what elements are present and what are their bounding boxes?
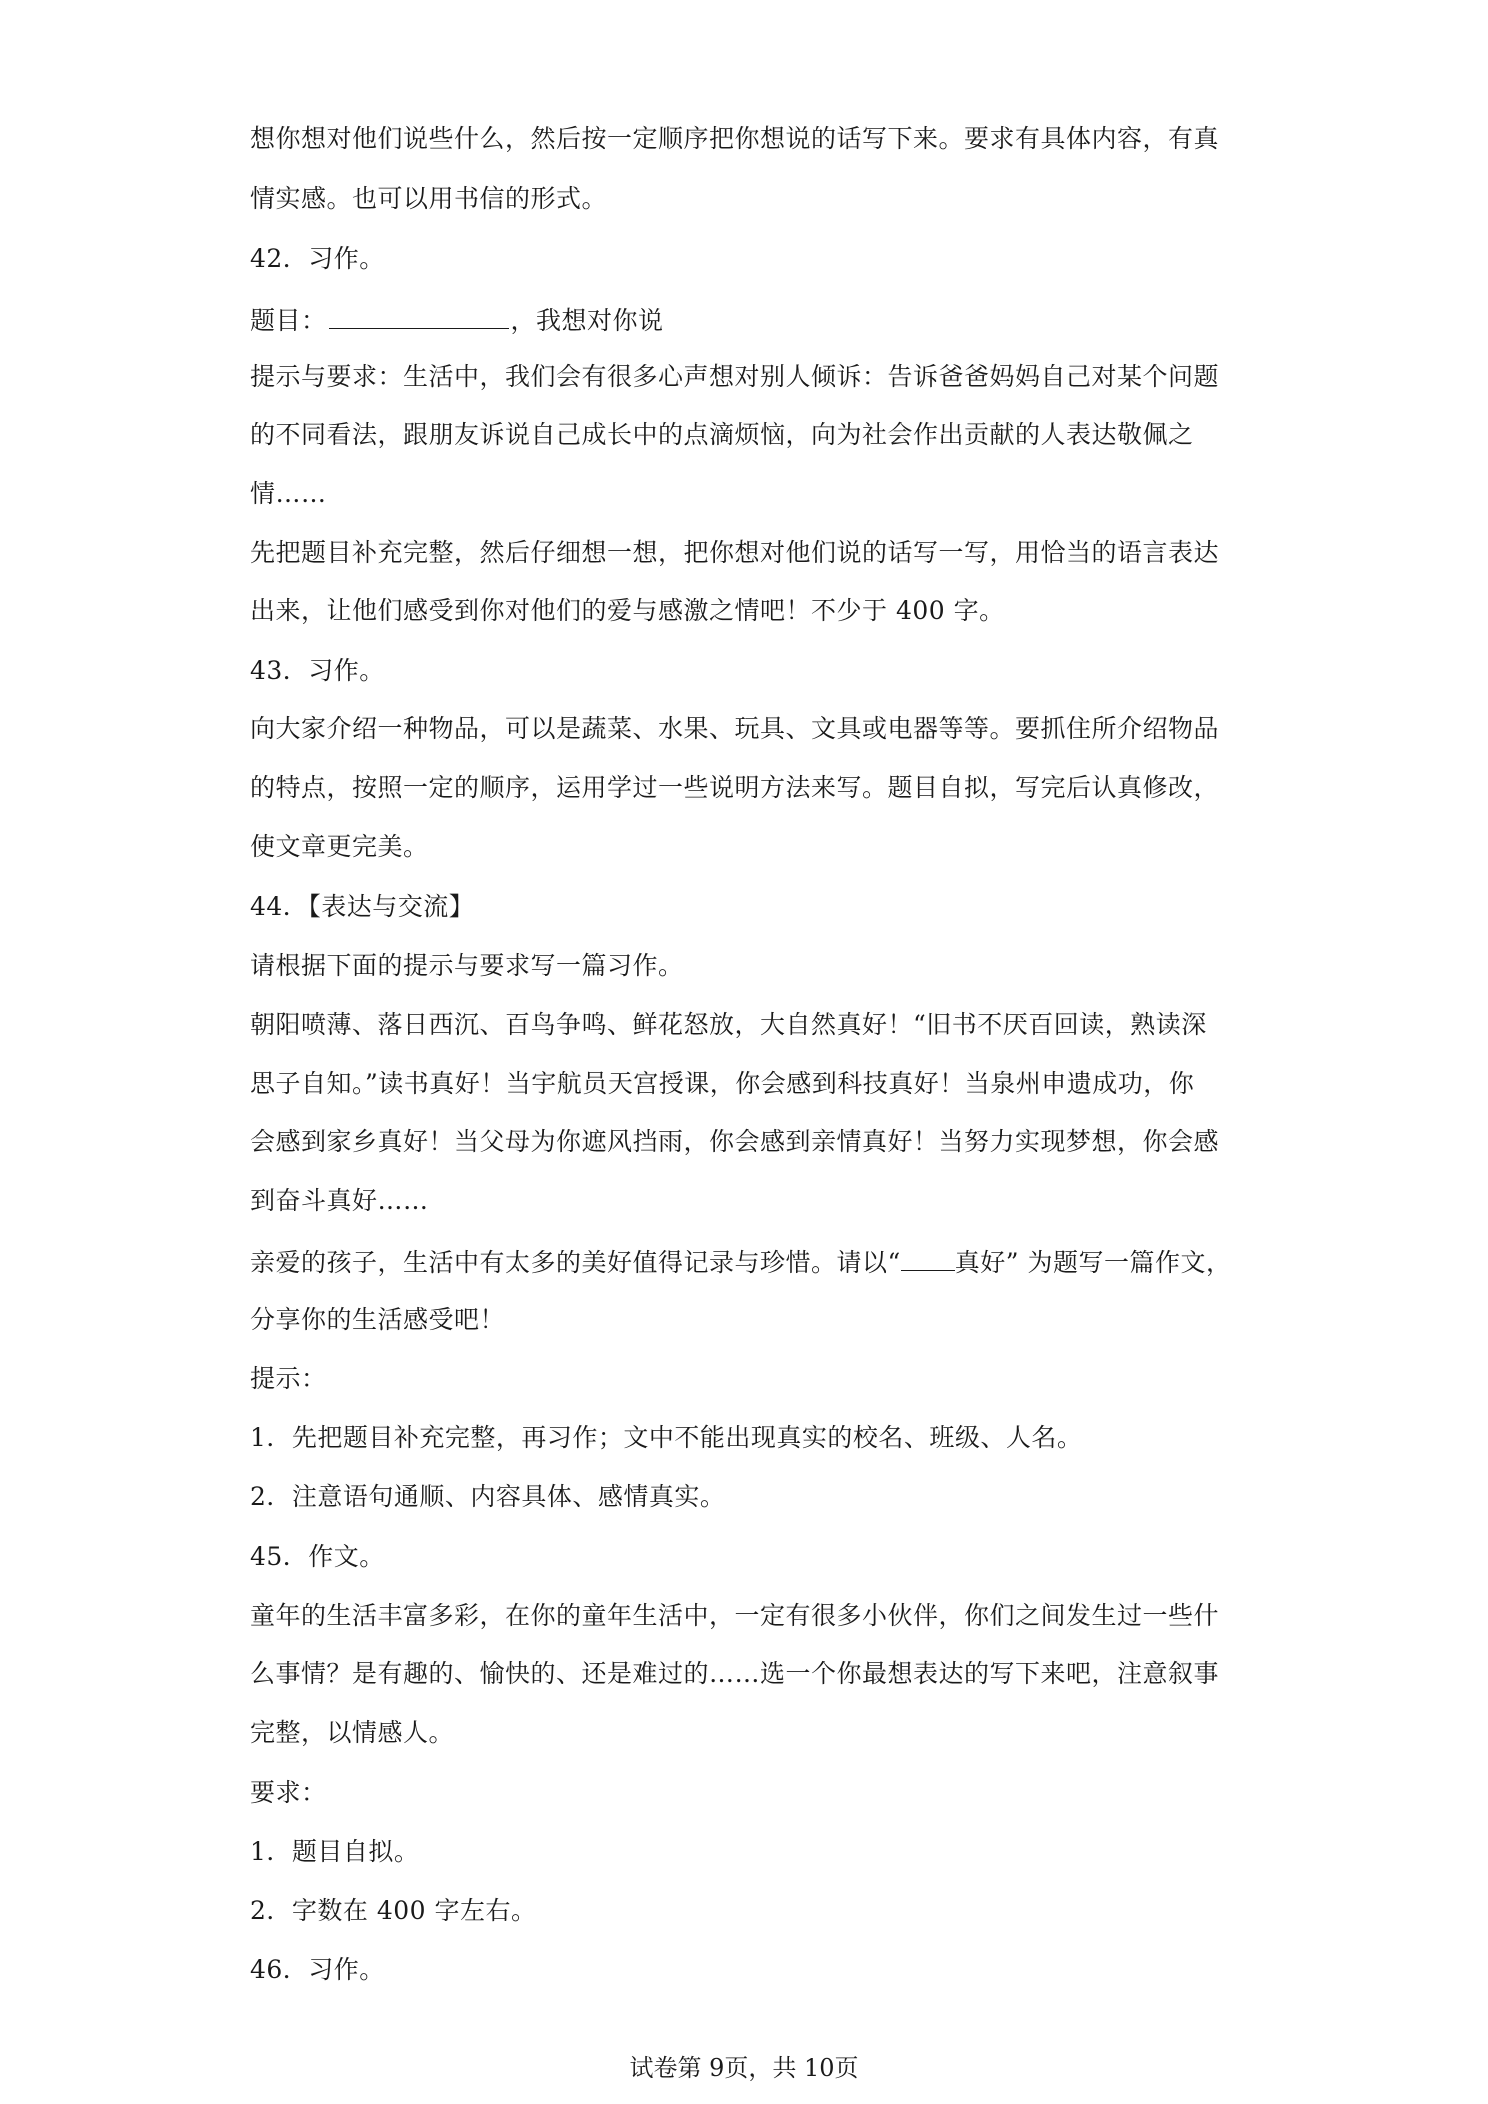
page-footer: 试卷第 9页，共 10页 bbox=[629, 2054, 859, 2082]
text-line: 要求： bbox=[250, 1778, 327, 1807]
text-line: 的特点，按照一定的顺序，运用学过一些说明方法来写。题目自拟，写完后认真修改， bbox=[250, 773, 1220, 802]
text-line: 2．注意语句通顺、内容具体、感情真实。 bbox=[250, 1482, 726, 1511]
text-line: 出来，让他们感受到你对他们的爱与感激之情吧！不少于 400 字。 bbox=[250, 596, 1005, 625]
text-line: 先把题目补充完整，然后仔细想一想，把你想对他们说的话写一写，用恰当的语言表达 bbox=[250, 538, 1220, 567]
text-line: 情…… bbox=[250, 479, 327, 508]
text-line: 完整，以情感人。 bbox=[250, 1718, 455, 1747]
question-heading-46: 46．习作。 bbox=[250, 1955, 385, 1984]
question-heading-43: 43．习作。 bbox=[250, 656, 385, 685]
text-line: 到奋斗真好…… bbox=[250, 1186, 429, 1215]
text-line: 情实感。也可以用书信的形式。 bbox=[250, 184, 608, 213]
text-line: 使文章更完美。 bbox=[250, 832, 429, 861]
topic-suffix: 真好” 为题写一篇作文， bbox=[954, 1248, 1232, 1277]
title-suffix: ，我想对你说 bbox=[510, 306, 664, 335]
text-line: 2．字数在 400 字左右。 bbox=[250, 1896, 537, 1925]
text-line: 分享你的生活感受吧！ bbox=[250, 1305, 506, 1334]
text-line: 提示与要求：生活中，我们会有很多心声想对别人倾诉：告诉爸爸妈妈自己对某个问题 bbox=[250, 362, 1220, 391]
text-line: 么事情？是有趣的、愉快的、还是难过的……选一个你最想表达的写下来吧，注意叙事 bbox=[250, 1659, 1220, 1688]
text-line: 请根据下面的提示与要求写一篇习作。 bbox=[250, 951, 684, 980]
question-heading-44: 44．【表达与交流】 bbox=[250, 892, 475, 921]
text-line: 的不同看法，跟朋友诉说自己成长中的点滴烦恼，向为社会作出贡献的人表达敬佩之 bbox=[250, 420, 1194, 449]
text-line: 1．题目自拟。 bbox=[250, 1837, 420, 1866]
text-line: 朝阳喷薄、落日西沉、百鸟争鸣、鲜花怒放，大自然真好！“旧书不厌百回读，熟读深 bbox=[250, 1010, 1207, 1039]
text-line: 想你想对他们说些什么，然后按一定顺序把你想说的话写下来。要求有具体内容，有真 bbox=[250, 124, 1220, 153]
text-line: 向大家介绍一种物品，可以是蔬菜、水果、玩具、文具或电器等等。要抓住所介绍物品 bbox=[250, 714, 1220, 743]
title-blank bbox=[329, 302, 509, 329]
question-heading-45: 45．作文。 bbox=[250, 1542, 385, 1571]
title-fill-line bbox=[250, 302, 664, 338]
title-prefix: 题目： bbox=[250, 306, 327, 335]
question-heading-42: 42．习作。 bbox=[250, 244, 385, 273]
text-line: 会感到家乡真好！当父母为你遮风挡雨，你会感到亲情真好！当努力实现梦想，你会感 bbox=[250, 1127, 1220, 1156]
text-line: 童年的生活丰富多彩，在你的童年生活中，一定有很多小伙伴，你们之间发生过一些什 bbox=[250, 1601, 1220, 1630]
topic-blank bbox=[901, 1244, 955, 1271]
text-line: 提示： bbox=[250, 1364, 327, 1393]
text-line: 思子自知。”读书真好！当宇航员天宫授课，你会感到科技真好！当泉州申遗成功，你 bbox=[250, 1069, 1195, 1098]
text-line: 1．先把题目补充完整，再习作；文中不能出现真实的校名、班级、人名。 bbox=[250, 1423, 1083, 1452]
topic-prefix: 亲爱的孩子，生活中有太多的美好值得记录与珍惜。请以“ bbox=[250, 1248, 901, 1277]
topic-fill-line bbox=[250, 1244, 1232, 1280]
